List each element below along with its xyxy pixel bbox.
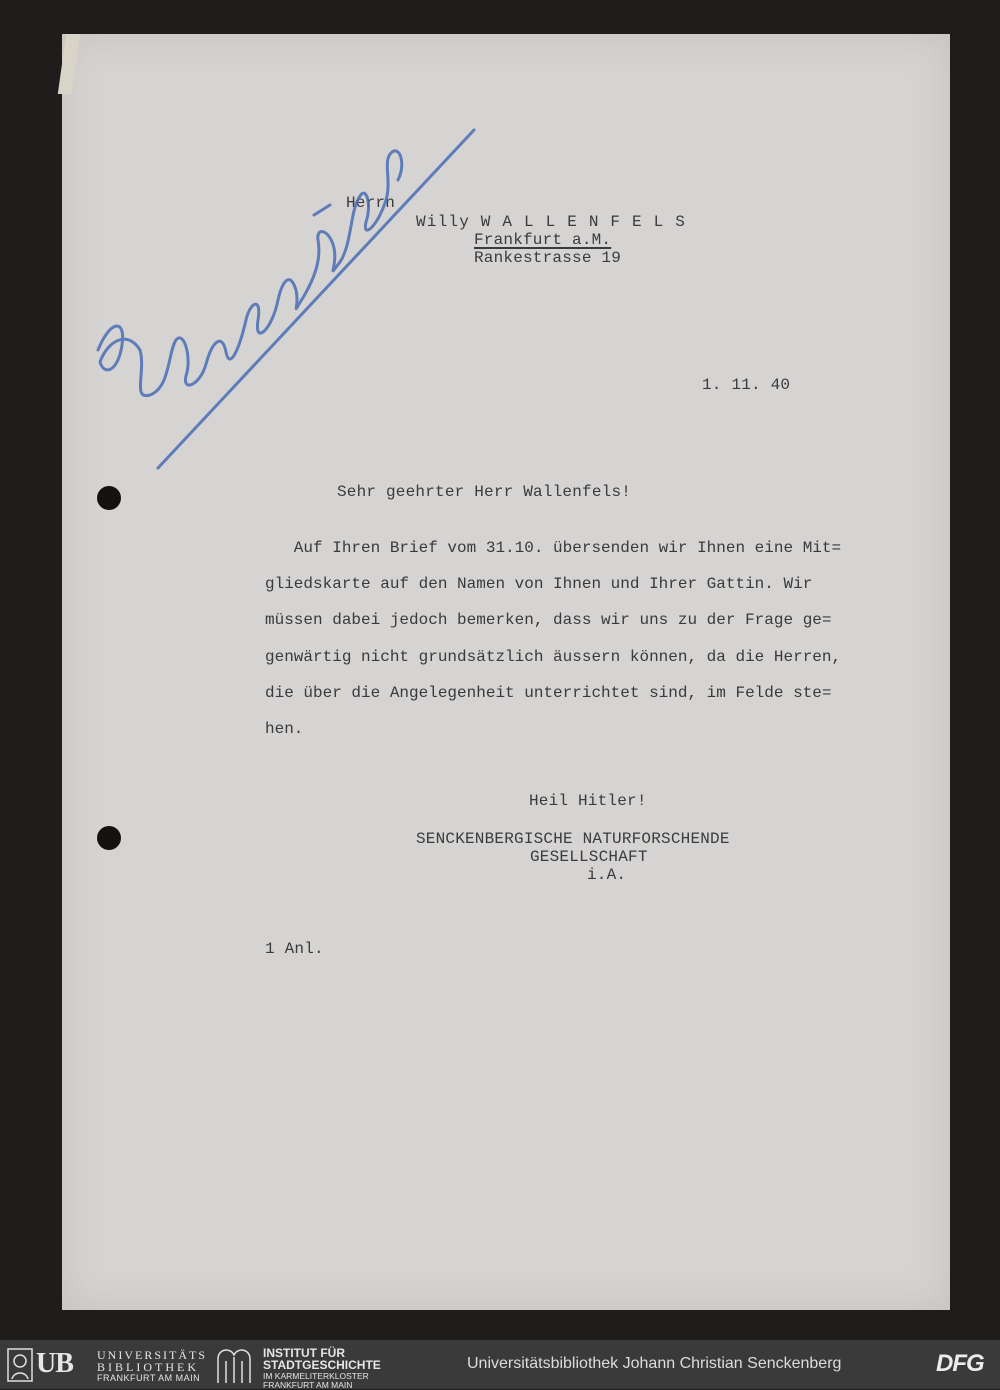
- library-name: Universitätsbibliothek Johann Christian Senckenberg: [467, 1355, 842, 1372]
- enclosure-note: 1 Anl.: [265, 940, 324, 958]
- organization-line-1: SENCKENBERGISCHE NATURFORSCHENDE: [416, 830, 730, 848]
- signature-note: i.A.: [587, 866, 627, 884]
- body-line: müssen dabei jedoch bemerken, dass wir uns zu der Frage ge=: [265, 611, 832, 629]
- greeting: Sehr geehrter Herr Wallenfels!: [337, 483, 632, 501]
- isg-line-4: FRANKFURT AM MAIN: [263, 1380, 353, 1390]
- salutation-prefix: Herrn: [346, 194, 396, 212]
- letter-date: 1. 11. 40: [702, 376, 791, 394]
- isg-line-1: INSTITUT FÜR: [263, 1346, 345, 1360]
- isg-logo-icon: [214, 1345, 254, 1385]
- ub-logo-text: UB: [36, 1348, 73, 1379]
- ub-line-3: FRANKFURT AM MAIN: [97, 1373, 201, 1383]
- body-line: gliedskarte auf den Namen von Ihnen und Ihrer Gattin. Wir: [265, 575, 813, 593]
- body-line: Auf Ihren Brief vom 31.10. übersenden wir Ihnen eine Mit=: [265, 539, 842, 557]
- body-line: genwärtig nicht grundsätzlich äussern können, da die Herren,: [265, 648, 842, 666]
- organization-line-2: GESELLSCHAFT: [530, 848, 648, 866]
- body-line: die über die Angelegenheit unterrichtet sind, im Felde ste=: [265, 684, 832, 702]
- footer-bar: [0, 1340, 1000, 1389]
- isg-line-3: IM KARMELITERKLOSTER: [263, 1371, 369, 1381]
- recipient-city: Frankfurt a.M.: [474, 231, 612, 249]
- isg-line-2: STADTGESCHICHTE: [263, 1358, 381, 1372]
- ub-line-2: BIBLIOTHEK: [97, 1360, 199, 1374]
- body-line: hen.: [265, 720, 304, 738]
- recipient-street: Rankestrasse 19: [474, 249, 622, 267]
- ub-line-1: UNIVERSITÄTS: [97, 1348, 207, 1362]
- dfg-logo: DFG: [936, 1350, 984, 1377]
- recipient-name: Willy W A L L E N F E L S: [416, 213, 687, 231]
- closing: Heil Hitler!: [529, 792, 647, 810]
